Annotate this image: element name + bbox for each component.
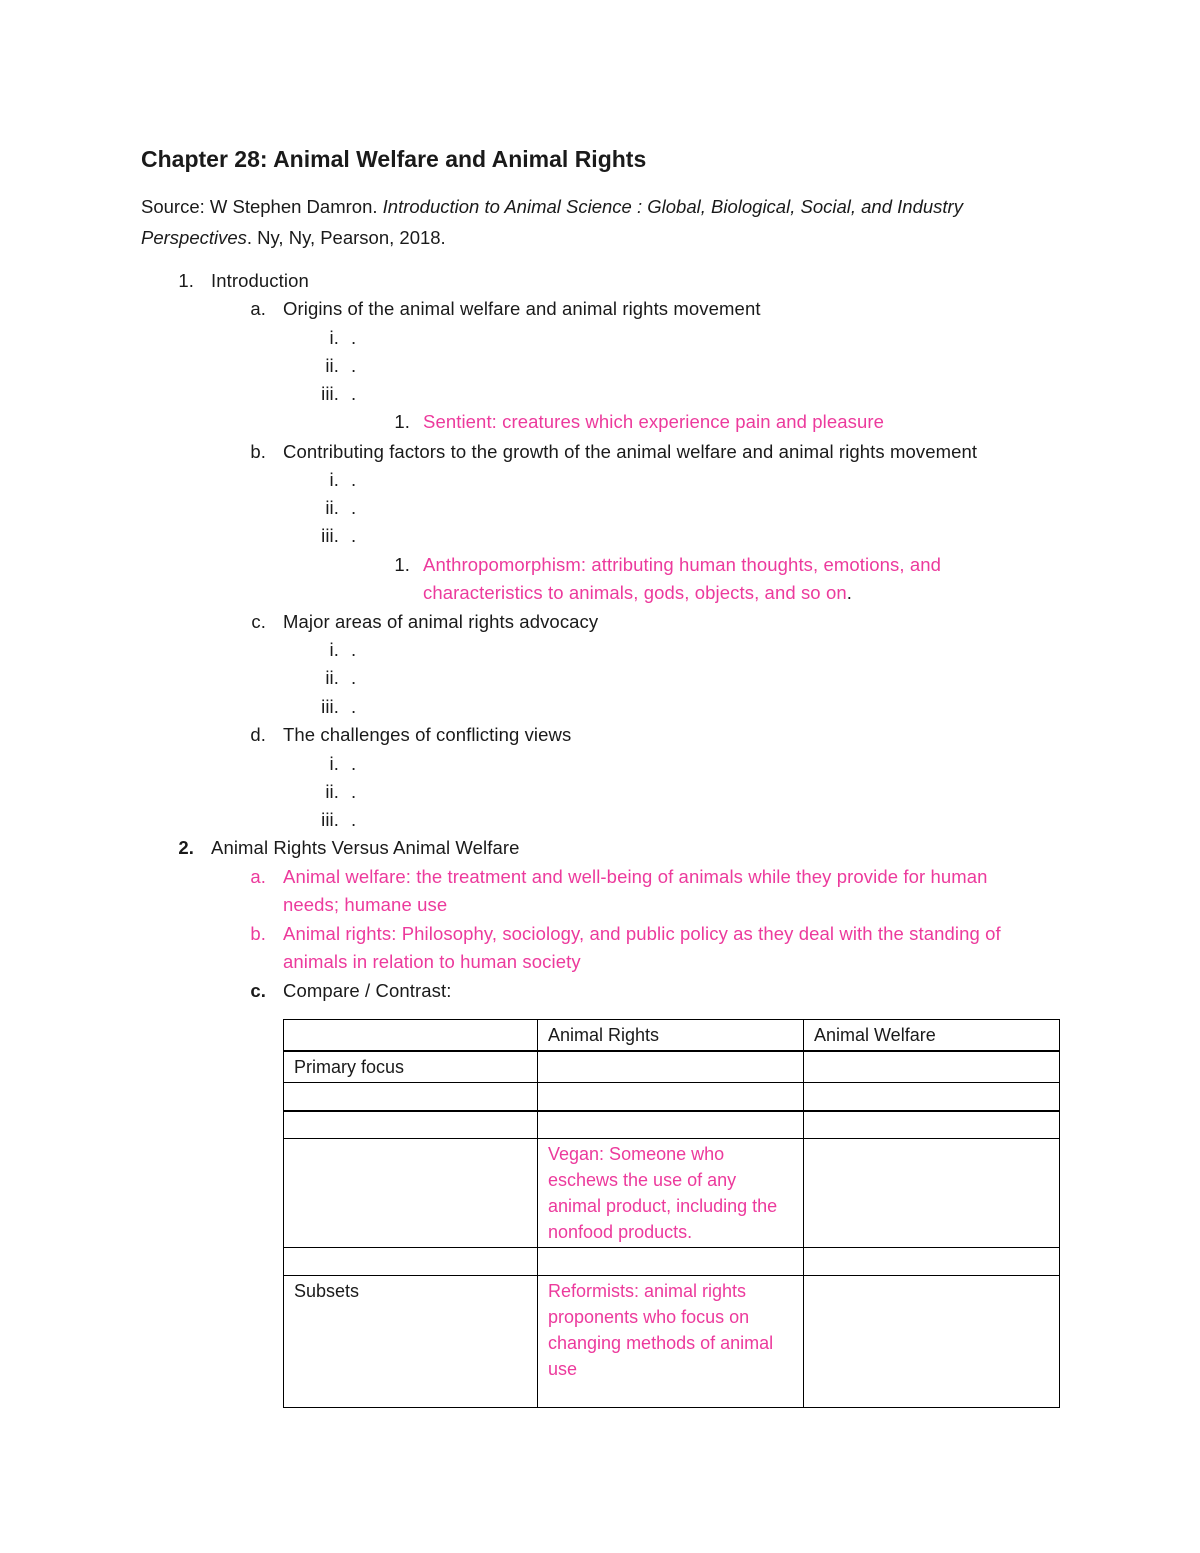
list-marker: 2.	[178, 837, 194, 858]
list-text: .	[351, 753, 357, 774]
table-cell	[538, 1083, 804, 1111]
list-text: .	[351, 696, 357, 717]
list-marker: iii.	[321, 383, 339, 404]
list-marker: iii.	[321, 809, 339, 830]
list-item	[0, 778, 1200, 806]
list-marker: ii.	[325, 497, 339, 518]
definition-text: Anthropomorphism: attributing human thoughts, emotions, and	[423, 554, 942, 575]
table-row	[284, 1248, 1060, 1276]
list-marker: c.	[251, 611, 266, 632]
definition-text: Sentient: creatures which experience pain and pleasure	[423, 411, 884, 432]
outline-item-origins	[0, 295, 1200, 323]
list-item	[0, 522, 1200, 550]
outline-item-rights-vs-welfare	[0, 834, 1200, 862]
list-item	[0, 693, 1200, 721]
page-title: Chapter 28: Animal Welfare and Animal Rights	[141, 146, 647, 172]
list-marker: iii.	[321, 525, 339, 546]
table-header-cell: Animal Rights	[538, 1020, 804, 1052]
definition-text: animals in relation to human society	[283, 951, 581, 972]
list-marker: b.	[250, 923, 266, 944]
outline-text: Introduction	[211, 270, 309, 291]
definition-animal-welfare	[0, 863, 1200, 891]
list-item	[0, 380, 1200, 408]
list-item	[0, 636, 1200, 664]
list-text: .	[351, 383, 357, 404]
table-cell-vegan: Vegan: Someone who eschews the use of any animal product, including the nonfood products.	[538, 1139, 804, 1248]
table-cell: Subsets	[284, 1276, 538, 1408]
list-item	[0, 494, 1200, 522]
list-marker: i.	[329, 469, 339, 490]
list-text: .	[351, 469, 357, 490]
table-cell-reformists: Reformists: animal rights proponents who focus on changing methods of animal use	[538, 1276, 804, 1408]
definition-period: .	[846, 582, 852, 603]
list-marker: ii.	[325, 781, 339, 802]
definition-text: Animal welfare: the treatment and well-being of animals while they provide for human	[283, 866, 988, 887]
list-marker: 1.	[178, 270, 194, 291]
list-marker: i.	[329, 327, 339, 348]
source-citation-continued	[141, 224, 446, 252]
table-cell	[804, 1248, 1060, 1276]
table-row	[284, 1051, 1060, 1083]
outline-text: The challenges of conflicting views	[283, 724, 572, 745]
table-cell	[284, 1083, 538, 1111]
table-cell	[284, 1248, 538, 1276]
table-cell	[804, 1276, 1060, 1408]
source-citation	[141, 193, 963, 221]
list-marker: a.	[250, 866, 266, 887]
list-item	[0, 750, 1200, 778]
list-marker: a.	[250, 298, 266, 319]
table-cell	[804, 1111, 1060, 1139]
list-marker: b.	[250, 441, 266, 462]
table-row	[284, 1083, 1060, 1111]
definition-text-continued	[423, 579, 852, 607]
table-cell	[538, 1111, 804, 1139]
outline-text: Major areas of animal rights advocacy	[283, 611, 599, 632]
table-cell	[804, 1051, 1060, 1083]
compare-contrast-table	[283, 1019, 1060, 1408]
list-text: .	[351, 497, 357, 518]
outline-item-conflicting-views	[0, 721, 1200, 749]
book-title-continued: Perspectives	[141, 227, 247, 248]
definition-anthropomorphism-continued	[0, 579, 1200, 607]
definition-animal-rights-continued	[0, 948, 1200, 976]
outline-text: Origins of the animal welfare and animal rights movement	[283, 298, 761, 319]
list-marker: c.	[250, 980, 266, 1001]
book-title: Introduction to Animal Science : Global, Biological, Social, and Industry	[382, 196, 963, 217]
definition-sentient	[0, 408, 1200, 436]
outline-item-compare-contrast	[0, 977, 1200, 1005]
list-item	[0, 324, 1200, 352]
table-header-cell: Animal Welfare	[804, 1020, 1060, 1052]
list-item	[0, 806, 1200, 834]
definition-anthropomorphism	[0, 551, 1200, 579]
definition-text: needs; humane use	[283, 894, 448, 915]
list-marker: d.	[250, 724, 266, 745]
list-marker: ii.	[325, 355, 339, 376]
outline-item-introduction	[0, 267, 1200, 295]
table-cell	[284, 1139, 538, 1248]
definition-animal-welfare-continued	[0, 891, 1200, 919]
table-cell	[284, 1111, 538, 1139]
definition-text: Animal rights: Philosophy, sociology, and public policy as they deal with the standing of	[283, 923, 1001, 944]
table-header-row	[284, 1020, 1060, 1052]
table-cell: Primary focus	[284, 1051, 538, 1083]
list-text: .	[351, 809, 357, 830]
table-cell	[804, 1083, 1060, 1111]
table-cell	[804, 1139, 1060, 1248]
table-header-cell	[284, 1020, 538, 1052]
outline-item-advocacy	[0, 608, 1200, 636]
list-text: .	[351, 781, 357, 802]
list-text: .	[351, 667, 357, 688]
source-suffix: . Ny, Ny, Pearson, 2018.	[246, 227, 446, 248]
list-text: .	[351, 639, 357, 660]
list-text: .	[351, 355, 357, 376]
list-item	[0, 466, 1200, 494]
definition-text: characteristics to animals, gods, objects, and so on	[423, 582, 847, 603]
outline-text: Contributing factors to the growth of the animal welfare and animal rights movement	[283, 441, 978, 462]
table-cell	[538, 1051, 804, 1083]
list-marker: 1.	[394, 554, 410, 575]
list-item	[0, 664, 1200, 692]
outline-text: Animal Rights Versus Animal Welfare	[211, 837, 520, 858]
list-text: .	[351, 525, 357, 546]
definition-animal-rights	[0, 920, 1200, 948]
outline-text: Compare / Contrast:	[283, 980, 452, 1001]
table-row	[284, 1139, 1060, 1248]
source-prefix: Source: W Stephen Damron.	[141, 196, 383, 217]
list-marker: ii.	[325, 667, 339, 688]
list-marker: 1.	[394, 411, 410, 432]
table-row	[284, 1276, 1060, 1408]
list-marker: i.	[329, 753, 339, 774]
table-row	[284, 1111, 1060, 1139]
outline-item-contributing-factors	[0, 438, 1200, 466]
table-cell	[538, 1248, 804, 1276]
list-text: .	[351, 327, 357, 348]
list-item	[0, 352, 1200, 380]
list-marker: i.	[329, 639, 339, 660]
list-marker: iii.	[321, 696, 339, 717]
